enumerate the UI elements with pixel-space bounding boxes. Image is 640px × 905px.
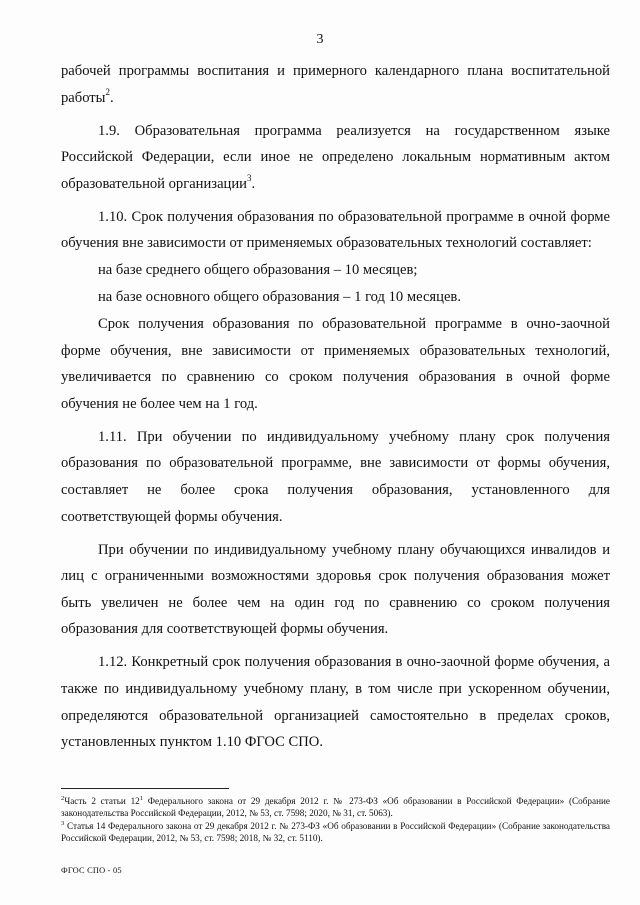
footnote-separator bbox=[61, 788, 229, 789]
list-item-basic-general: на базе основного общего образования – 1 год 10 месяцев. bbox=[98, 289, 461, 306]
footnote-reference: 2 bbox=[105, 86, 110, 97]
footnote-3: $^3$ Статья 14 Федерального закона от 29 декабря 2012 г. № 273-ФЗ «Об образовании в Российской Федерации» (Собрание законодательства Российской Федерации, 2012, № 53, ст. 7598; 2018, № 32, ст. 5110). bbox=[61, 819, 610, 844]
document-code: ФГОС СПО - 05 bbox=[61, 866, 122, 875]
paragraph-1-10: 1.10. Срок получения образования по образовательной программе в очной форме обучения вне зависимости от применяемых образовательных технологий составляет: bbox=[61, 208, 610, 252]
paragraph-text: рабочей программы воспитания и примерного календарного плана воспитательной работы bbox=[61, 63, 610, 106]
footnotes bbox=[61, 795, 610, 845]
paragraph-1-11: 1.11. При обучении по индивидуальному учебному плану срок получения образования по образовательной программе, вне зависимости от формы обучения, составляет не более срока получения образования, установленного для соответствующей формы обучения. bbox=[61, 428, 610, 525]
paragraph-continuation: рабочей программы воспитания и примерного календарного плана воспитательной работы$^2$. bbox=[61, 63, 610, 106]
paragraph-1-12: 1.12. Конкретный срок получения образования в очно-заочной форме обучения, а также по индивидуальному учебному плану, в том числе при ускоренном обучении, определяются образовательной организацией самостоятельно в пределах сроков, установленных пунктом 1.10 ФГОС СПО. bbox=[61, 654, 610, 751]
page-number: 3 bbox=[316, 32, 324, 47]
list-item-secondary-general: на базе среднего общего образования – 10 месяцев; bbox=[98, 261, 418, 278]
footnote-reference: 3 bbox=[246, 172, 252, 183]
footnote-marker: 2 bbox=[61, 794, 65, 802]
footnote-marker: 3 bbox=[61, 819, 65, 827]
document-body bbox=[61, 58, 610, 762]
paragraph-disabled-students: При обучении по индивидуальному учебному плану обучающихся инвалидов и лиц с ограниченными возможностями здоровья срок получения образования может быть увеличен не более чем на один год по сравнению со сроком получения образования для соответствующей формы обучения. bbox=[61, 541, 610, 638]
paragraph-text: 1.9. Образовательная программа реализуется на государственном языке Российской Федерации, если иное не определено локальным нормативным актом образовательной организации bbox=[61, 122, 610, 192]
footnote-2: $^2$Часть 2 статьи $12^1$ Федерального закона от 29 декабря 2012 г. № 273-ФЗ «Об образовании в Российской Федерации» (Собрание законодательства Российской Федерации, 2012, № 53, ст. 7598; 2020, № 31, ст. 5063). bbox=[61, 794, 610, 819]
paragraph-part-time-term: Срок получения образования по образовательной программе в очно-заочной форме обучения, вне зависимости от применяемых образовательных технологий, увеличивается по сравнению со сроком получения образования в очной форме обучения не более чем на 1 год. bbox=[61, 316, 610, 412]
paragraph-1-9: 1.9. Образовательная программа реализуется на государственном языке Российской Федерации, если иное не определено локальным нормативным актом образовательной организации$^3$. bbox=[61, 122, 610, 192]
